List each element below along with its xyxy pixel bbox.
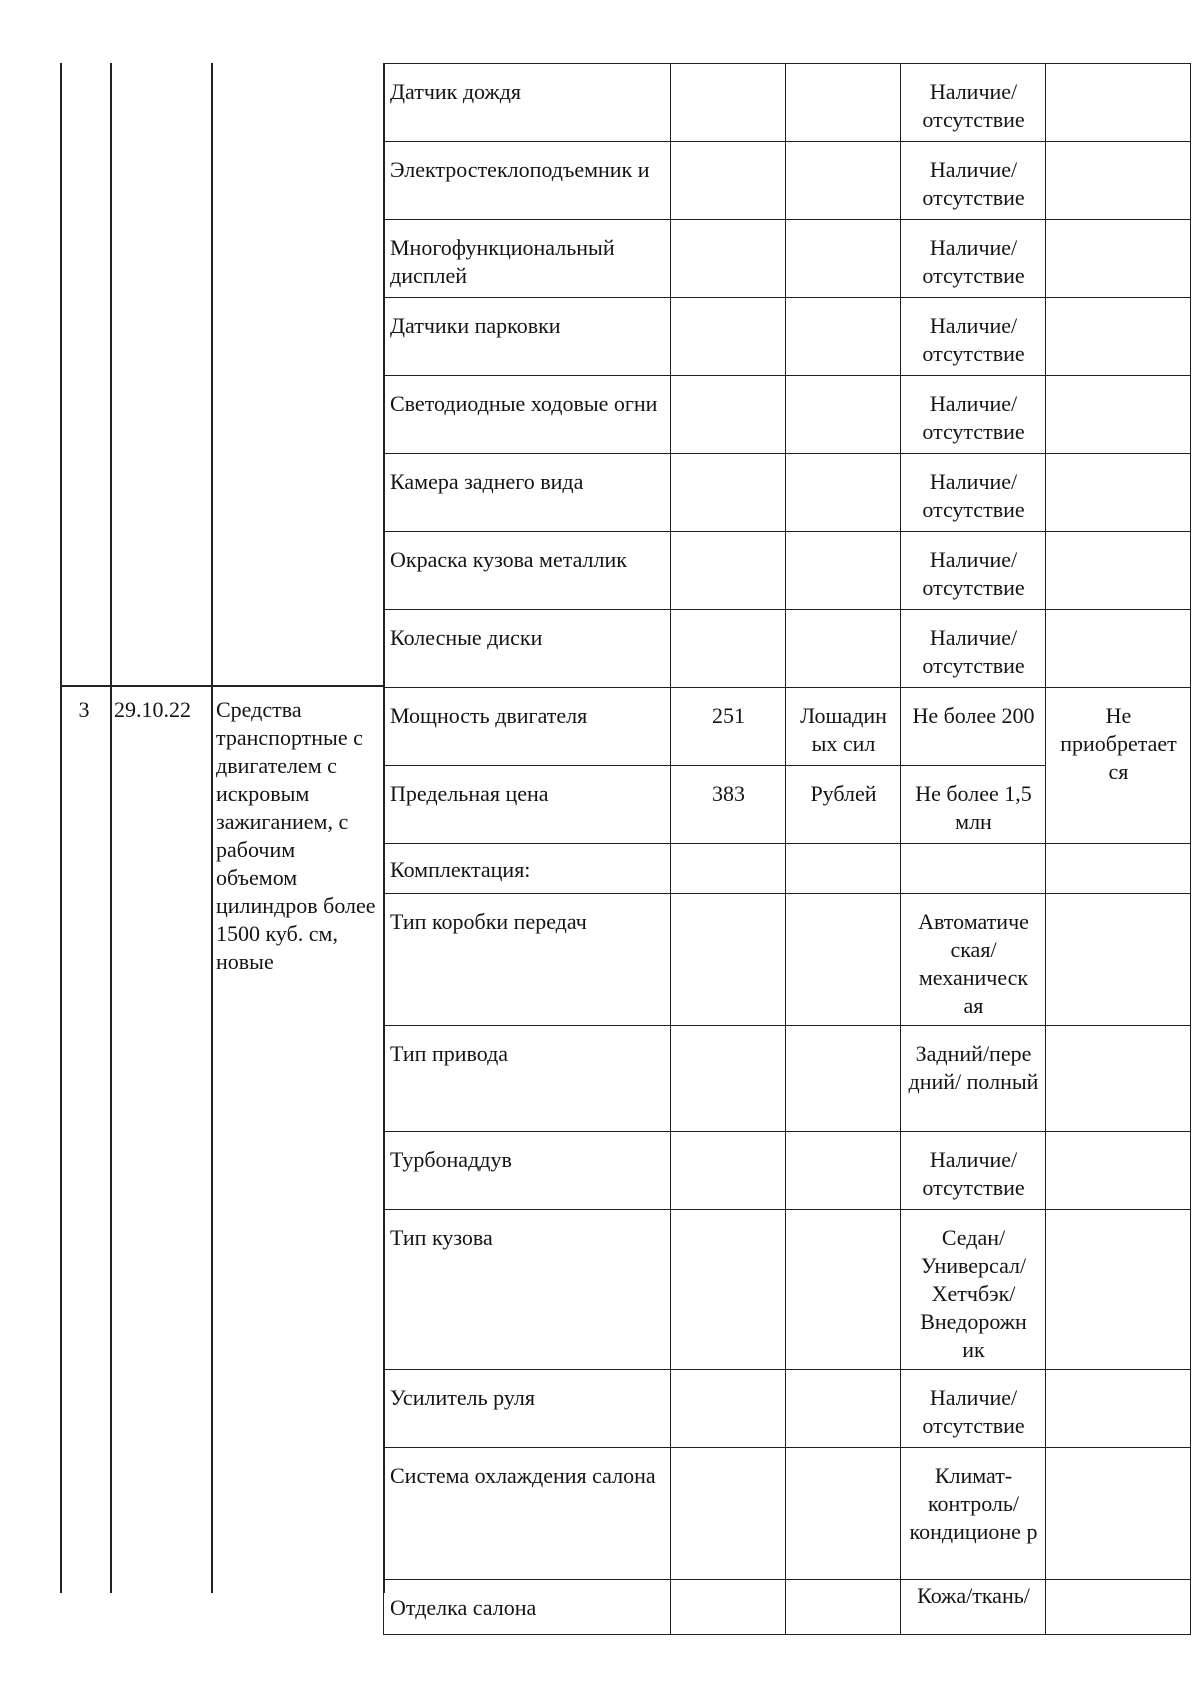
table-row [384, 1026, 1191, 1132]
col-line-3 [211, 63, 213, 1593]
result-cell [1046, 142, 1191, 220]
value-cell: 251 [671, 688, 786, 766]
value-cell [671, 64, 786, 142]
requirement-cell: Наличие/ отсутствие [901, 1132, 1046, 1210]
result-cell: Не приобретает ся [1046, 688, 1191, 844]
unit-cell [786, 532, 901, 610]
feature-cell: Комплектация: [384, 844, 671, 894]
feature-cell: Тип кузова [384, 1210, 671, 1370]
table-row [384, 1370, 1191, 1448]
unit-cell: Лошадин ых сил [786, 688, 901, 766]
table-row [384, 532, 1191, 610]
unit-cell [786, 454, 901, 532]
value-cell [671, 1580, 786, 1635]
value-cell [671, 1210, 786, 1370]
result-cell [1046, 610, 1191, 688]
requirement-cell: Наличие/ отсутствие [901, 532, 1046, 610]
result-cell [1046, 1448, 1191, 1580]
feature-cell: Предельная цена [384, 766, 671, 844]
feature-cell: Система охлаждения салона [384, 1448, 671, 1580]
result-cell [1046, 1026, 1191, 1132]
feature-cell: Датчик дождя [384, 64, 671, 142]
table-row [384, 220, 1191, 298]
result-cell [1046, 220, 1191, 298]
requirement-cell: Наличие/ отсутствие [901, 220, 1046, 298]
table-row [384, 454, 1191, 532]
col-line-1 [60, 63, 62, 1593]
table-row [384, 688, 1191, 766]
table-row [384, 1580, 1191, 1635]
result-cell [1046, 1132, 1191, 1210]
feature-cell: Турбонаддув [384, 1132, 671, 1210]
unit-cell [786, 1370, 901, 1448]
result-cell [1046, 1580, 1191, 1635]
feature-cell: Электростеклоподъемник и [384, 142, 671, 220]
unit-cell [786, 1580, 901, 1635]
value-cell: 383 [671, 766, 786, 844]
table-row [384, 610, 1191, 688]
unit-cell [786, 1132, 901, 1210]
table-row [384, 64, 1191, 142]
result-cell [1046, 844, 1191, 894]
value-cell [671, 220, 786, 298]
requirement-cell: Наличие/ отсутствие [901, 1370, 1046, 1448]
table-row [384, 894, 1191, 1026]
feature-cell: Тип привода [384, 1026, 671, 1132]
value-cell [671, 1448, 786, 1580]
value-cell [671, 142, 786, 220]
value-cell [671, 844, 786, 894]
feature-cell: Отделка салона [384, 1580, 671, 1635]
requirement-cell [901, 844, 1046, 894]
unit-cell [786, 220, 901, 298]
row-number: 3 [78, 697, 90, 722]
unit-cell [786, 1448, 901, 1580]
unit-cell [786, 1210, 901, 1370]
feature-cell: Колесные диски [384, 610, 671, 688]
unit-cell [786, 298, 901, 376]
requirement-cell: Автоматиче ская/ механическ ая [901, 894, 1046, 1026]
requirement-cell: Наличие/ отсутствие [901, 142, 1046, 220]
feature-cell: Многофункциональный дисплей [384, 220, 671, 298]
requirement-cell: Наличие/ отсутствие [901, 454, 1046, 532]
requirement-cell: Наличие/ отсутствие [901, 376, 1046, 454]
feature-cell: Камера заднего вида [384, 454, 671, 532]
feature-cell: Мощность двигателя [384, 688, 671, 766]
result-cell [1046, 376, 1191, 454]
result-cell [1046, 64, 1191, 142]
requirement-cell: Кожа/ткань/ [901, 1580, 1046, 1635]
value-cell [671, 454, 786, 532]
row-date: 29.10.22 [114, 697, 191, 722]
requirement-cell: Наличие/ отсутствие [901, 610, 1046, 688]
value-cell [671, 894, 786, 1026]
requirement-cell: Седан/ Универсал/ Хетчбэк/ Внедорожн ик [901, 1210, 1046, 1370]
requirement-cell: Климат- контроль/ кондиционе р [901, 1448, 1046, 1580]
value-cell [671, 610, 786, 688]
result-cell [1046, 894, 1191, 1026]
unit-cell: Рублей [786, 766, 901, 844]
feature-cell: Светодиодные ходовые огни [384, 376, 671, 454]
requirement-cell: Не более 200 [901, 688, 1046, 766]
feature-cell: Окраска кузова металлик [384, 532, 671, 610]
table-row [384, 298, 1191, 376]
result-cell [1046, 1370, 1191, 1448]
requirement-cell: Наличие/ отсутствие [901, 64, 1046, 142]
col-line-2 [110, 63, 112, 1593]
result-cell [1046, 454, 1191, 532]
unit-cell [786, 610, 901, 688]
value-cell [671, 1026, 786, 1132]
unit-cell [786, 844, 901, 894]
value-cell [671, 298, 786, 376]
result-cell [1046, 532, 1191, 610]
value-cell [671, 1132, 786, 1210]
value-cell [671, 532, 786, 610]
section-divider [60, 685, 384, 687]
result-cell [1046, 1210, 1191, 1370]
table-row [384, 1210, 1191, 1370]
value-cell [671, 1370, 786, 1448]
unit-cell [786, 1026, 901, 1132]
requirement-cell: Наличие/ отсутствие [901, 298, 1046, 376]
table-row [384, 844, 1191, 894]
value-cell [671, 376, 786, 454]
table-row [384, 1132, 1191, 1210]
table-row [384, 376, 1191, 454]
feature-cell: Усилитель руля [384, 1370, 671, 1448]
equipment-table [383, 63, 1191, 1635]
table-row [384, 1448, 1191, 1580]
table-row [384, 142, 1191, 220]
feature-cell: Тип коробки передач [384, 894, 671, 1026]
unit-cell [786, 376, 901, 454]
unit-cell [786, 64, 901, 142]
feature-cell: Датчики парковки [384, 298, 671, 376]
requirement-cell: Не более 1,5 млн [901, 766, 1046, 844]
unit-cell [786, 894, 901, 1026]
unit-cell [786, 142, 901, 220]
row-name: Средства транспортные с двигателем с искровым зажиганием, с рабочим объемом цилиндров более 1500 куб. см, новые [216, 697, 376, 974]
result-cell [1046, 298, 1191, 376]
requirement-cell: Задний/пере дний/ полный [901, 1026, 1046, 1132]
